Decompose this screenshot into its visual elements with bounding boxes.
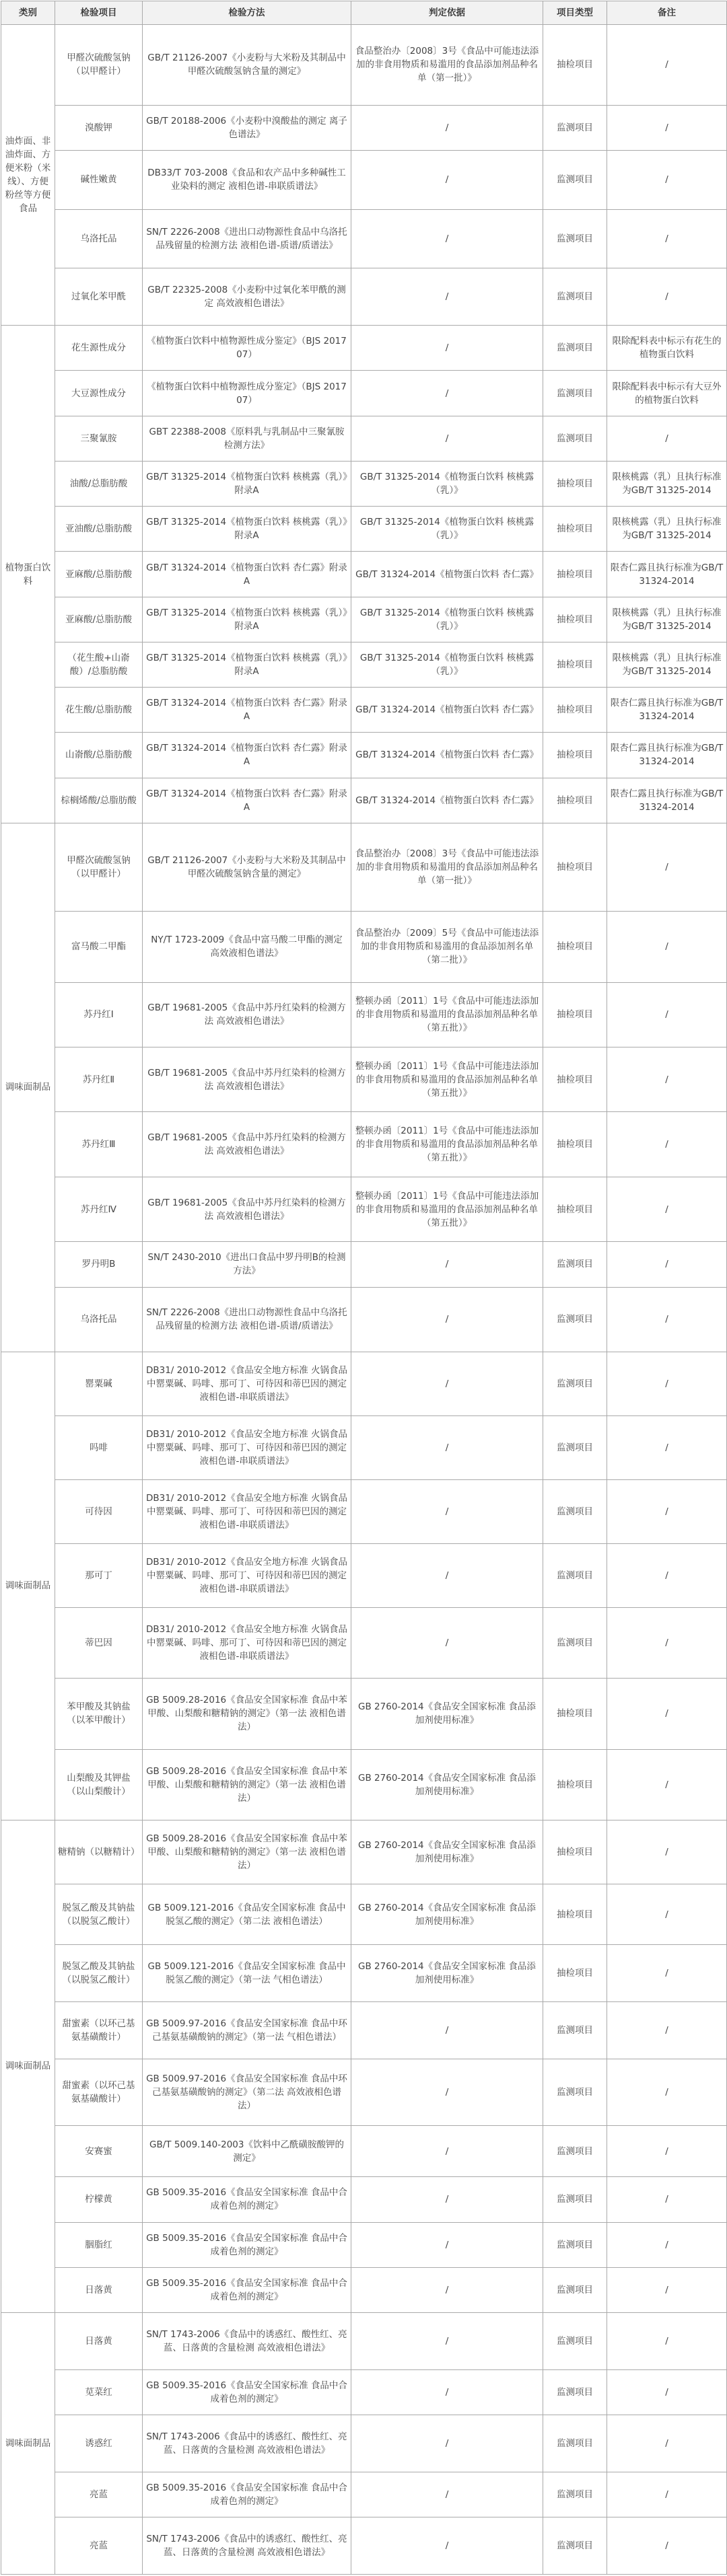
- method-cell: SN/T 1743-2006《食品中的诱惑红、酸性红、亮蓝、日落黄的含量检测 高效液相色谱法》: [143, 2415, 351, 2472]
- note-cell: /: [607, 1749, 727, 1820]
- table-row: [1, 2267, 727, 2312]
- table-row: [1, 2002, 727, 2059]
- type-cell: 抽检项目: [543, 778, 607, 823]
- item-cell: 安赛蜜: [55, 2126, 143, 2177]
- type-cell: 抽检项目: [543, 1047, 607, 1112]
- note-cell: /: [607, 1480, 727, 1544]
- note-cell: /: [607, 1884, 727, 1945]
- table-row: [1, 2313, 727, 2370]
- basis-cell: /: [351, 209, 543, 268]
- type-cell: 监测项目: [543, 1242, 607, 1287]
- type-cell: 监测项目: [543, 2517, 607, 2575]
- method-cell: GB 5009.35-2016《食品安全国家标准 食品中合成着色剂的测定》: [143, 2472, 351, 2517]
- table-row: [1, 1416, 727, 1480]
- note-cell: /: [607, 1679, 727, 1749]
- table-row: [1, 2126, 727, 2177]
- item-cell: 溴酸钾: [55, 105, 143, 150]
- type-cell: 抽检项目: [543, 642, 607, 687]
- type-cell: 监测项目: [543, 2415, 607, 2472]
- item-cell: 糖精钠（以糖精计）: [55, 1820, 143, 1884]
- basis-cell: GB/T 31324-2014《植物蛋白饮料 杏仁露》: [351, 688, 543, 733]
- basis-cell: /: [351, 268, 543, 326]
- note-cell: /: [607, 209, 727, 268]
- method-cell: GB/T 31325-2014《植物蛋白饮料 核桃露（乳）》附录A: [143, 597, 351, 642]
- method-cell: GB/T 21126-2007《小麦粉与大米粉及其制品中甲醛次硫酸氢钠含量的测定》: [143, 25, 351, 106]
- note-cell: /: [607, 1416, 727, 1480]
- type-cell: 监测项目: [543, 268, 607, 326]
- note-cell: 限杏仁露且执行标准为GB/T 31324-2014: [607, 778, 727, 823]
- item-cell: 乌洛托品: [55, 209, 143, 268]
- basis-cell: 整顿办函〔2011〕1号《食品中可能违法添加的非食用物质和易滥用的食品添加剂品种名单（第五批）》: [351, 1112, 543, 1177]
- table-row: [1, 688, 727, 733]
- method-cell: GB/T 22325-2008《小麦粉中过氧化苯甲酰的测定 高效液相色谱法》: [143, 268, 351, 326]
- table-row: [1, 268, 727, 326]
- table-row: [1, 1544, 727, 1608]
- method-cell: DB31/ 2010-2012《食品安全地方标准 火锅食品中罂粟碱、吗啡、那可丁、可待因和蒂巴因的测定 液相色谱-串联质谱法》: [143, 1608, 351, 1679]
- category-cell: 调味面制品: [1, 1352, 55, 1820]
- type-cell: 监测项目: [543, 326, 607, 371]
- item-cell: 脱氢乙酸及其钠盐（以脱氢乙酸计）: [55, 1945, 143, 2002]
- basis-cell: /: [351, 1287, 543, 1352]
- note-cell: /: [607, 1177, 727, 1241]
- type-cell: 抽检项目: [543, 912, 607, 982]
- item-cell: 亮蓝: [55, 2517, 143, 2575]
- basis-cell: /: [351, 2002, 543, 2059]
- table-row: [1, 1820, 727, 1884]
- method-cell: DB31/ 2010-2012《食品安全地方标准 火锅食品中罂粟碱、吗啡、那可丁、可待因和蒂巴因的测定 液相色谱-串联质谱法》: [143, 1416, 351, 1480]
- method-cell: GB 5009.121-2016《食品安全国家标准 食品中脱氢乙酸的测定》（第二法 液相色谱法）: [143, 1884, 351, 1945]
- type-cell: 监测项目: [543, 2177, 607, 2222]
- category-cell: 调味面制品: [1, 2313, 55, 2575]
- item-cell: 苏丹红Ⅰ: [55, 982, 143, 1047]
- type-cell: 抽检项目: [543, 1749, 607, 1820]
- table-row: [1, 2415, 727, 2472]
- basis-cell: GB 2760-2014《食品安全国家标准 食品添加剂使用标准》: [351, 1884, 543, 1945]
- table-row: [1, 778, 727, 823]
- type-cell: 抽检项目: [543, 688, 607, 733]
- method-cell: GB/T 31324-2014《植物蛋白饮料 杏仁露》附录A: [143, 552, 351, 597]
- header-row: [1, 1, 727, 25]
- table-row: [1, 2059, 727, 2125]
- table-row: [1, 2369, 727, 2415]
- method-cell: GB/T 31325-2014《植物蛋白饮料 核桃露（乳）》附录A: [143, 507, 351, 552]
- table-row: [1, 733, 727, 778]
- category-cell: 植物蛋白饮料: [1, 326, 55, 823]
- table-row: [1, 209, 727, 268]
- method-cell: GB/T 31325-2014《植物蛋白饮料 核桃露（乳）》附录A: [143, 642, 351, 687]
- item-cell: 亮蓝: [55, 2472, 143, 2517]
- basis-cell: /: [351, 2267, 543, 2312]
- basis-cell: /: [351, 1480, 543, 1544]
- basis-cell: /: [351, 1416, 543, 1480]
- basis-cell: /: [351, 2517, 543, 2575]
- type-cell: 监测项目: [543, 1287, 607, 1352]
- note-cell: 限核桃露（乳）且执行标准为GB/T 31325-2014: [607, 507, 727, 552]
- table-row: [1, 2517, 727, 2575]
- table-row: [1, 642, 727, 687]
- method-cell: 《植物蛋白饮料中植物源性成分鉴定》（BJS 201707）: [143, 371, 351, 416]
- basis-cell: /: [351, 1608, 543, 1679]
- note-cell: /: [607, 982, 727, 1047]
- item-cell: 可待因: [55, 1480, 143, 1544]
- item-cell: 甲醛次硫酸氢钠（以甲醛计）: [55, 25, 143, 106]
- type-cell: 抽检项目: [543, 552, 607, 597]
- type-cell: 抽检项目: [543, 823, 607, 912]
- item-cell: 碱性嫩黄: [55, 151, 143, 210]
- method-cell: GB/T 19681-2005《食品中苏丹红染料的检测方法 高效液相色谱法》: [143, 982, 351, 1047]
- item-cell: 三聚氰胺: [55, 416, 143, 461]
- method-cell: GB/T 19681-2005《食品中苏丹红染料的检测方法 高效液相色谱法》: [143, 1112, 351, 1177]
- note-cell: /: [607, 1544, 727, 1608]
- category-cell: 调味面制品: [1, 1820, 55, 2312]
- table-row: [1, 1679, 727, 1749]
- item-cell: 山梨酸及其钾盐（以山梨酸计）: [55, 1749, 143, 1820]
- item-cell: 苏丹红Ⅲ: [55, 1112, 143, 1177]
- type-cell: 监测项目: [543, 105, 607, 150]
- method-cell: NY/T 1723-2009《食品中富马酸二甲酯的测定 高效液相色谱法》: [143, 912, 351, 982]
- table-body: [1, 25, 727, 2575]
- note-cell: /: [607, 1112, 727, 1177]
- type-cell: 监测项目: [543, 1608, 607, 1679]
- note-cell: /: [607, 1287, 727, 1352]
- table-row: [1, 823, 727, 912]
- basis-cell: /: [351, 2415, 543, 2472]
- item-cell: 花生源性成分: [55, 326, 143, 371]
- type-cell: 抽检项目: [543, 1112, 607, 1177]
- type-cell: 监测项目: [543, 2126, 607, 2177]
- basis-cell: /: [351, 2369, 543, 2415]
- method-cell: GB 5009.28-2016《食品安全国家标准 食品中苯甲酸、山梨酸和糖精钠的测定》（第一法 液相色谱法）: [143, 1749, 351, 1820]
- note-cell: 限除配料表中标示有大豆外的植物蛋白饮料: [607, 371, 727, 416]
- method-cell: 《植物蛋白饮料中植物源性成分鉴定》（BJS 201707）: [143, 326, 351, 371]
- type-cell: 抽检项目: [543, 507, 607, 552]
- header-method: 检验方法: [143, 1, 351, 25]
- item-cell: 诱惑红: [55, 2415, 143, 2472]
- item-cell: 柠檬黄: [55, 2177, 143, 2222]
- note-cell: 限杏仁露且执行标准为GB/T 31324-2014: [607, 733, 727, 778]
- item-cell: 脱氢乙酸及其钠盐（以脱氢乙酸计）: [55, 1884, 143, 1945]
- basis-cell: /: [351, 105, 543, 150]
- type-cell: 抽检项目: [543, 1820, 607, 1884]
- basis-cell: 食品整治办〔2008〕3号《食品中可能违法添加的非食用物质和易滥用的食品添加剂品种名单（第一批）》: [351, 25, 543, 106]
- item-cell: （花生酸+山嵛酸）/总脂肪酸: [55, 642, 143, 687]
- note-cell: /: [607, 1820, 727, 1884]
- basis-cell: /: [351, 2059, 543, 2125]
- note-cell: /: [607, 268, 727, 326]
- method-cell: GB 5009.121-2016《食品安全国家标准 食品中脱氢乙酸的测定》（第一法 气相色谱法）: [143, 1945, 351, 2002]
- method-cell: GB/T 21126-2007《小麦粉与大米粉及其制品中甲醛次硫酸氢钠含量的测定》: [143, 823, 351, 912]
- method-cell: GB/T 20188-2006《小麦粉中溴酸盐的测定 离子色谱法》: [143, 105, 351, 150]
- basis-cell: GB/T 31325-2014《植物蛋白饮料 核桃露（乳）》: [351, 507, 543, 552]
- method-cell: SN/T 2226-2008《进出口动物源性食品中乌洛托品残留量的检测方法 液相色谱-质谱/质谱法》: [143, 209, 351, 268]
- basis-cell: 整顿办函〔2011〕1号《食品中可能违法添加的非食用物质和易滥用的食品添加剂品种名单（第五批）》: [351, 1177, 543, 1241]
- header-type: 项目类型: [543, 1, 607, 25]
- basis-cell: GB 2760-2014《食品安全国家标准 食品添加剂使用标准》: [351, 1749, 543, 1820]
- header-item: 检验项目: [55, 1, 143, 25]
- item-cell: 花生酸/总脂肪酸: [55, 688, 143, 733]
- method-cell: GB 5009.35-2016《食品安全国家标准 食品中合成着色剂的测定》: [143, 2369, 351, 2415]
- item-cell: 棕榈烯酸/总脂肪酸: [55, 778, 143, 823]
- note-cell: /: [607, 2267, 727, 2312]
- basis-cell: GB/T 31325-2014《植物蛋白饮料 核桃露（乳）》: [351, 461, 543, 506]
- table-row: [1, 1287, 727, 1352]
- type-cell: 监测项目: [543, 1416, 607, 1480]
- method-cell: SN/T 2226-2008《进出口动物源性食品中乌洛托品残留量的检测方法 液相色谱-质谱/质谱法》: [143, 1287, 351, 1352]
- table-row: [1, 597, 727, 642]
- note-cell: /: [607, 416, 727, 461]
- table-row: [1, 1945, 727, 2002]
- method-cell: GB/T 31324-2014《植物蛋白饮料 杏仁露》附录A: [143, 688, 351, 733]
- table-row: [1, 461, 727, 506]
- basis-cell: /: [351, 2313, 543, 2370]
- basis-cell: 食品整治办〔2008〕3号《食品中可能违法添加的非食用物质和易滥用的食品添加剂品种名单（第一批）》: [351, 823, 543, 912]
- method-cell: GB 5009.35-2016《食品安全国家标准 食品中合成着色剂的测定》: [143, 2267, 351, 2312]
- basis-cell: GB 2760-2014《食品安全国家标准 食品添加剂使用标准》: [351, 1820, 543, 1884]
- basis-cell: GB/T 31324-2014《植物蛋白饮料 杏仁露》: [351, 552, 543, 597]
- basis-cell: /: [351, 1242, 543, 1287]
- basis-cell: GB/T 31325-2014《植物蛋白饮料 核桃露（乳）》: [351, 642, 543, 687]
- type-cell: 监测项目: [543, 2222, 607, 2267]
- basis-cell: /: [351, 416, 543, 461]
- table-row: [1, 105, 727, 150]
- method-cell: DB33/T 703-2008《食品和农产品中多种碱性工业染料的测定 液相色谱-串联质谱法》: [143, 151, 351, 210]
- type-cell: 抽检项目: [543, 1884, 607, 1945]
- item-cell: 甜蜜素（以环己基氨基磺酸计）: [55, 2002, 143, 2059]
- note-cell: /: [607, 1945, 727, 2002]
- type-cell: 监测项目: [543, 2369, 607, 2415]
- table-row: [1, 1884, 727, 1945]
- type-cell: 监测项目: [543, 1352, 607, 1416]
- note-cell: 限杏仁露且执行标准为GB/T 31324-2014: [607, 552, 727, 597]
- note-cell: /: [607, 1352, 727, 1416]
- item-cell: 蒂巴因: [55, 1608, 143, 1679]
- basis-cell: /: [351, 1352, 543, 1416]
- item-cell: 罂粟碱: [55, 1352, 143, 1416]
- table-row: [1, 151, 727, 210]
- note-cell: /: [607, 2369, 727, 2415]
- header-note: 备注: [607, 1, 727, 25]
- type-cell: 监测项目: [543, 209, 607, 268]
- header-category: 类别: [1, 1, 55, 25]
- method-cell: DB31/ 2010-2012《食品安全地方标准 火锅食品中罂粟碱、吗啡、那可丁、可待因和蒂巴因的测定 液相色谱-串联质谱法》: [143, 1352, 351, 1416]
- method-cell: GB 5009.97-2016《食品安全国家标准 食品中环己基氨基磺酸钠的测定》（第一法 气相色谱法）: [143, 2002, 351, 2059]
- item-cell: 亚麻酸/总脂肪酸: [55, 597, 143, 642]
- category-cell: 油炸面、非油炸面、方便米粉（米线）、方便粉丝等方便食品: [1, 25, 55, 326]
- note-cell: /: [607, 823, 727, 912]
- table-row: [1, 912, 727, 982]
- basis-cell: /: [351, 2222, 543, 2267]
- item-cell: 山嵛酸/总脂肪酸: [55, 733, 143, 778]
- table-row: [1, 1112, 727, 1177]
- type-cell: 抽检项目: [543, 25, 607, 106]
- table-row: [1, 2177, 727, 2222]
- table-row: [1, 2222, 727, 2267]
- type-cell: 抽检项目: [543, 597, 607, 642]
- item-cell: 油酸/总脂肪酸: [55, 461, 143, 506]
- note-cell: 限除配料表中标示有花生的植物蛋白饮料: [607, 326, 727, 371]
- header-basis: 判定依据: [351, 1, 543, 25]
- method-cell: GB/T 19681-2005《食品中苏丹红染料的检测方法 高效液相色谱法》: [143, 1177, 351, 1241]
- type-cell: 监测项目: [543, 2472, 607, 2517]
- item-cell: 吗啡: [55, 1416, 143, 1480]
- item-cell: 日落黄: [55, 2313, 143, 2370]
- type-cell: 监测项目: [543, 416, 607, 461]
- note-cell: /: [607, 2222, 727, 2267]
- note-cell: /: [607, 2059, 727, 2125]
- note-cell: /: [607, 151, 727, 210]
- method-cell: GB 5009.28-2016《食品安全国家标准 食品中苯甲酸、山梨酸和糖精钠的测定》（第一法 液相色谱法）: [143, 1820, 351, 1884]
- basis-cell: /: [351, 371, 543, 416]
- item-cell: 苯甲酸及其钠盐（以苯甲酸计）: [55, 1679, 143, 1749]
- table-row: [1, 1608, 727, 1679]
- table-row: [1, 1352, 727, 1416]
- type-cell: 监测项目: [543, 371, 607, 416]
- type-cell: 抽检项目: [543, 982, 607, 1047]
- type-cell: 抽检项目: [543, 1945, 607, 2002]
- item-cell: 日落黄: [55, 2267, 143, 2312]
- basis-cell: 食品整治办〔2009〕5号《食品中可能违法添加的非食用物质和易滥用的食品添加剂名单（第二批）》: [351, 912, 543, 982]
- basis-cell: 整顿办函〔2011〕1号《食品中可能违法添加的非食用物质和易滥用的食品添加剂品种名单（第五批）》: [351, 982, 543, 1047]
- basis-cell: /: [351, 326, 543, 371]
- basis-cell: /: [351, 2472, 543, 2517]
- note-cell: /: [607, 1242, 727, 1287]
- table-row: [1, 416, 727, 461]
- table-row: [1, 1749, 727, 1820]
- type-cell: 抽检项目: [543, 1177, 607, 1241]
- type-cell: 监测项目: [543, 151, 607, 210]
- item-cell: 过氧化苯甲酰: [55, 268, 143, 326]
- basis-cell: GB 2760-2014《食品安全国家标准 食品添加剂使用标准》: [351, 1945, 543, 2002]
- method-cell: GB/T 31325-2014《植物蛋白饮料 核桃露（乳）》附录A: [143, 461, 351, 506]
- table-row: [1, 25, 727, 106]
- basis-cell: GB 2760-2014《食品安全国家标准 食品添加剂使用标准》: [351, 1679, 543, 1749]
- note-cell: 限核桃露（乳）且执行标准为GB/T 31325-2014: [607, 461, 727, 506]
- basis-cell: GB/T 31324-2014《植物蛋白饮料 杏仁露》: [351, 778, 543, 823]
- type-cell: 监测项目: [543, 2267, 607, 2312]
- type-cell: 监测项目: [543, 2002, 607, 2059]
- method-cell: DB31/ 2010-2012《食品安全地方标准 火锅食品中罂粟碱、吗啡、那可丁、可待因和蒂巴因的测定 液相色谱-串联质谱法》: [143, 1480, 351, 1544]
- table-row: [1, 371, 727, 416]
- type-cell: 监测项目: [543, 2059, 607, 2125]
- method-cell: GB 5009.28-2016《食品安全国家标准 食品中苯甲酸、山梨酸和糖精钠的测定》（第一法 液相色谱法）: [143, 1679, 351, 1749]
- method-cell: GB/T 31324-2014《植物蛋白饮料 杏仁露》附录A: [143, 778, 351, 823]
- note-cell: /: [607, 912, 727, 982]
- method-cell: SN/T 2430-2010《进出口食品中罗丹明B的检测方法》: [143, 1242, 351, 1287]
- method-cell: GB/T 31324-2014《植物蛋白饮料 杏仁露》附录A: [143, 733, 351, 778]
- note-cell: 限杏仁露且执行标准为GB/T 31324-2014: [607, 688, 727, 733]
- note-cell: /: [607, 2517, 727, 2575]
- item-cell: 大豆源性成分: [55, 371, 143, 416]
- note-cell: /: [607, 2126, 727, 2177]
- method-cell: GBT 22388-2008《原料乳与乳制品中三聚氰胺检测方法》: [143, 416, 351, 461]
- type-cell: 抽检项目: [543, 733, 607, 778]
- table-row: [1, 982, 727, 1047]
- table-row: [1, 1177, 727, 1241]
- basis-cell: /: [351, 2126, 543, 2177]
- item-cell: 苏丹红Ⅱ: [55, 1047, 143, 1112]
- basis-cell: 整顿办函〔2011〕1号《食品中可能违法添加的非食用物质和易滥用的食品添加剂品种名单（第五批）》: [351, 1047, 543, 1112]
- method-cell: GB 5009.97-2016《食品安全国家标准 食品中环己基氨基磺酸钠的测定》（第二法 高效液相色谱法）: [143, 2059, 351, 2125]
- basis-cell: GB/T 31324-2014《植物蛋白饮料 杏仁露》: [351, 733, 543, 778]
- note-cell: 限核桃露（乳）且执行标准为GB/T 31325-2014: [607, 597, 727, 642]
- basis-cell: /: [351, 151, 543, 210]
- item-cell: 那可丁: [55, 1544, 143, 1608]
- type-cell: 监测项目: [543, 1480, 607, 1544]
- basis-cell: GB/T 31325-2014《植物蛋白饮料 核桃露（乳）》: [351, 597, 543, 642]
- method-cell: DB31/ 2010-2012《食品安全地方标准 火锅食品中罂粟碱、吗啡、那可丁、可待因和蒂巴因的测定 液相色谱-串联质谱法》: [143, 1544, 351, 1608]
- item-cell: 亚油酸/总脂肪酸: [55, 507, 143, 552]
- table-row: [1, 1047, 727, 1112]
- note-cell: /: [607, 105, 727, 150]
- note-cell: /: [607, 2313, 727, 2370]
- method-cell: SN/T 1743-2006《食品中的诱惑红、酸性红、亮蓝、日落黄的含量检测 高效液相色谱法》: [143, 2517, 351, 2575]
- inspection-table: [1, 1, 727, 2575]
- method-cell: GB 5009.35-2016《食品安全国家标准 食品中合成着色剂的测定》: [143, 2222, 351, 2267]
- note-cell: /: [607, 25, 727, 106]
- item-cell: 苋菜红: [55, 2369, 143, 2415]
- item-cell: 胭脂红: [55, 2222, 143, 2267]
- item-cell: 苏丹红Ⅳ: [55, 1177, 143, 1241]
- item-cell: 亚麻酸/总脂肪酸: [55, 552, 143, 597]
- note-cell: /: [607, 2472, 727, 2517]
- note-cell: /: [607, 1047, 727, 1112]
- table-row: [1, 507, 727, 552]
- method-cell: GB/T 5009.140-2003《饮料中乙酰磺胺酸钾的测定》: [143, 2126, 351, 2177]
- item-cell: 乌洛托品: [55, 1287, 143, 1352]
- type-cell: 抽检项目: [543, 461, 607, 506]
- item-cell: 罗丹明B: [55, 1242, 143, 1287]
- note-cell: /: [607, 1608, 727, 1679]
- method-cell: GB 5009.35-2016《食品安全国家标准 食品中合成着色剂的测定》: [143, 2177, 351, 2222]
- method-cell: SN/T 1743-2006《食品中的诱惑红、酸性红、亮蓝、日落黄的含量检测 高效液相色谱法》: [143, 2313, 351, 2370]
- table-row: [1, 552, 727, 597]
- category-cell: 调味面制品: [1, 823, 55, 1352]
- basis-cell: /: [351, 1544, 543, 1608]
- method-cell: GB/T 19681-2005《食品中苏丹红染料的检测方法 高效液相色谱法》: [143, 1047, 351, 1112]
- note-cell: 限核桃露（乳）且执行标准为GB/T 31325-2014: [607, 642, 727, 687]
- table-row: [1, 2472, 727, 2517]
- table-row: [1, 1242, 727, 1287]
- type-cell: 监测项目: [543, 2313, 607, 2370]
- note-cell: /: [607, 2415, 727, 2472]
- note-cell: /: [607, 2002, 727, 2059]
- item-cell: 甜蜜素（以环己基氨基磺酸计）: [55, 2059, 143, 2125]
- type-cell: 监测项目: [543, 1544, 607, 1608]
- note-cell: /: [607, 2177, 727, 2222]
- type-cell: 抽检项目: [543, 1679, 607, 1749]
- basis-cell: /: [351, 2177, 543, 2222]
- table-row: [1, 326, 727, 371]
- item-cell: 富马酸二甲酯: [55, 912, 143, 982]
- item-cell: 甲醛次硫酸氢钠（以甲醛计）: [55, 823, 143, 912]
- table-row: [1, 1480, 727, 1544]
